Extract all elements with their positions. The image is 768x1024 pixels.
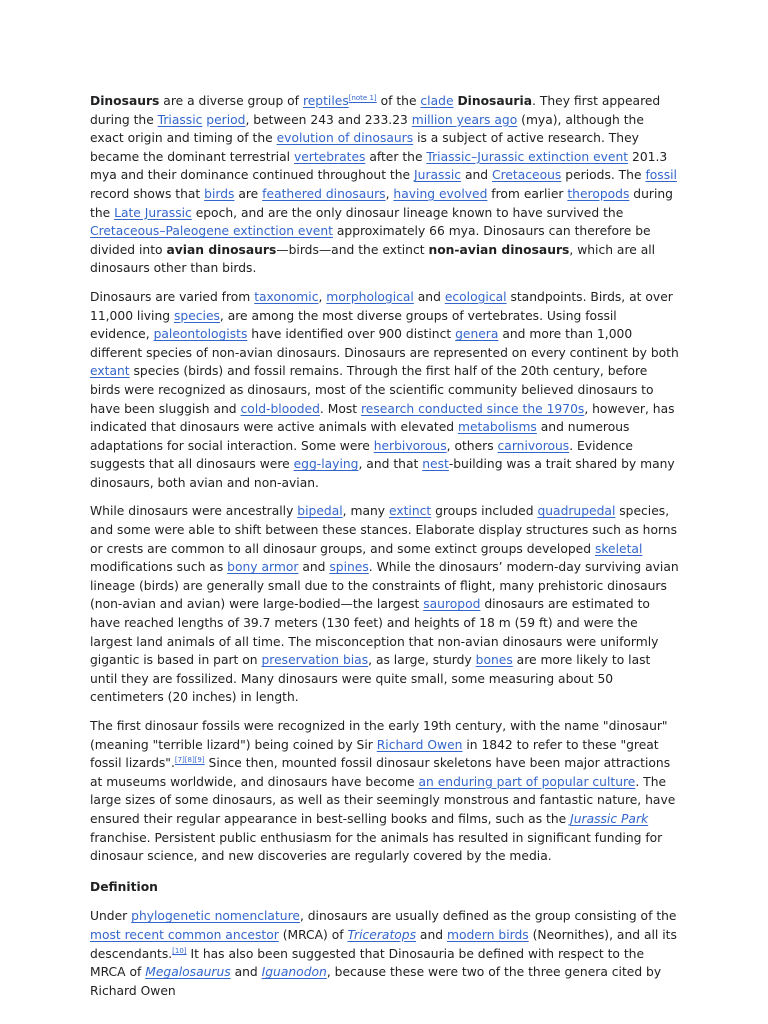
footnote-ref <box>175 756 205 764</box>
link-clade[interactable]: clade <box>420 94 454 108</box>
article-body <box>90 92 680 1010</box>
link-triceratops[interactable]: Triceratops <box>347 927 417 942</box>
note-1-link[interactable]: [note 1] <box>348 93 377 102</box>
footnote-ref <box>349 94 377 102</box>
history-paragraph: The first dinosaur fossils were recognized in the early 19th century, with the name "dinosaur" (meaning "terrible lizard") being coined by Sir Richard Owen in 1842 to refer to these "great fossil lizards".[7][8][9] Since then, mounted fossil dinosaur skeletons have been major attractions at museums worldwide, and dinosaurs have become an enduring part of popular culture. The large sizes of some dinosaurs, as well as their seemingly monstrous and fantastic nature, have ensured their regular appearance in best-selling books and films, such as the Jurassic Park franchise. Persistent public enthusiasm for the animals has resulted in significant funding for dinosaur science, and new discoveries are regularly covered by the media. <box>90 719 676 864</box>
link-cold-blooded[interactable]: cold-blooded <box>240 401 320 416</box>
link-quadrupedal[interactable]: quadrupedal <box>537 504 616 519</box>
footnote-ref <box>172 946 186 954</box>
link-species[interactable]: species <box>173 308 220 323</box>
link-richard-owen[interactable]: Richard Owen <box>376 737 463 752</box>
link-million-years-ago[interactable]: million years ago <box>411 112 518 127</box>
link-nest[interactable]: nest <box>422 457 449 472</box>
link-evolution-of-dinosaurs[interactable]: evolution of dinosaurs <box>276 131 414 146</box>
link-bony-armor[interactable]: bony armor <box>227 560 299 575</box>
link-fossil[interactable]: fossil <box>645 168 677 183</box>
link-period[interactable]: period <box>206 112 246 127</box>
link-preservation-bias[interactable]: preservation bias <box>261 653 369 668</box>
diversity-paragraph: Dinosaurs are varied from taxonomic, morphological and ecological standpoints. Birds, at over 11,000 living species, are among the most diverse groups of vertebrates. Using fossil evidence, paleontologists have identified over 900 distinct genera and more than 1,000 different species of non-avian dinosaurs. Dinosaurs are represented on every continent by both extant species (birds) and fossil remains. Through the first half of the 20th century, before birds were recognized as dinosaurs, most of the scientific community believed dinosaurs to have been sluggish and cold-blooded. Most research conducted since the 1970s, however, has indicated that dinosaurs were active animals with elevated metabolisms and numerous adaptations for social interaction. Some were herbivorous, others carnivorous. Evidence suggests that all dinosaurs were egg-laying, and that nest-building was a trait shared by many dinosaurs, both avian and non-avian. <box>90 289 679 490</box>
link-morphological[interactable]: morphological <box>326 289 414 304</box>
link-triassic[interactable]: Triassic <box>157 112 203 127</box>
definition-paragraph: Under phylogenetic nomenclature, dinosaurs are usually defined as the group consisting of the most recent common ancestor (MRCA) of Triceratops and modern birds (Neornithes), and all its descendants.[10] It has also been suggested that Dinosauria be defined with respect to the MRCA of Megalosaurus and Iguanodon, because these were two of the three genera cited by Richard Owen <box>90 909 677 998</box>
link-theropods[interactable]: theropods <box>567 186 630 201</box>
link-late-jurassic[interactable]: Late Jurassic <box>114 205 192 220</box>
link-iguanodon[interactable]: Iguanodon <box>261 965 327 980</box>
link-bones[interactable]: bones <box>475 653 513 668</box>
link-spines[interactable]: spines <box>329 560 369 575</box>
link-megalosaurus[interactable]: Megalosaurus <box>145 965 231 980</box>
link-most-recent-common-ancestor[interactable]: most recent common ancestor <box>90 927 279 942</box>
ref-10-link[interactable]: [10] <box>172 946 187 955</box>
link-birds[interactable]: birds <box>204 186 235 201</box>
link-reptiles[interactable]: reptiles <box>302 94 349 108</box>
link-egg-laying[interactable]: egg-laying <box>293 457 359 472</box>
link-cretaceous[interactable]: Cretaceous <box>492 168 562 183</box>
link-extant[interactable]: extant <box>90 364 130 379</box>
link-bipedal[interactable]: bipedal <box>297 504 343 519</box>
link-jurassic-park[interactable]: Jurassic Park <box>570 811 649 826</box>
anatomy-paragraph: While dinosaurs were ancestrally bipedal, many extinct groups included quadrupedal species, and some were able to shift between these stances. Elaborate display structures such as horns or crests are common to all dinosaur groups, and some extinct groups developed skeletal modifications such as bony armor and spines. While the dinosaurs’ modern-day surviving avian lineage (birds) are generally small due to the constraints of flight, many prehistoric dinosaurs (non-avian and avian) were large-bodied—the largest sauropod dinosaurs are estimated to have reached lengths of 39.7 meters (130 feet) and heights of 18 m (59 ft) and were the largest land animals of all time. The misconception that non-avian dinosaurs were uniformly gigantic is based in part on preservation bias, as large, sturdy bones are more likely to last until they are fossilized. Many dinosaurs were quite small, some measuring about 50 centimeters (20 inches) in length. <box>90 504 679 705</box>
link-paleontologists[interactable]: paleontologists <box>153 327 248 342</box>
link-kpg-extinction[interactable]: Cretaceous–Paleogene extinction event <box>90 224 333 239</box>
intro-paragraph: Dinosaurs are a diverse group of reptiles[note 1] of the clade Dinosauria. They first appeared during the Triassic period, between 243 and 233.23 million years ago (mya), although the exact origin and timing of the evolution of dinosaurs is a subject of active research. They became the dominant terrestrial vertebrates after the Triassic–Jurassic extinction event 201.3 mya and their dominance continued throughout the Jurassic and Cretaceous periods. The fossil record shows that birds are feathered dinosaurs, having evolved from earlier theropods during the Late Jurassic epoch, and are the only dinosaur lineage known to have survived the Cretaceous–Paleogene extinction event approximately 66 mya. Dinosaurs can therefore be divided into avian dinosaurs—birds—and the extinct non-avian dinosaurs, which are all dinosaurs other than birds. <box>90 93 677 276</box>
link-modern-birds[interactable]: modern birds <box>446 927 529 942</box>
link-vertebrates[interactable]: vertebrates <box>293 149 366 164</box>
link-triassic-jurassic-extinction[interactable]: Triassic–Jurassic extinction event <box>426 149 629 164</box>
link-carnivorous[interactable]: carnivorous <box>497 438 570 453</box>
link-popular-culture[interactable]: an enduring part of popular culture <box>418 774 636 789</box>
link-ecological[interactable]: ecological <box>444 289 507 304</box>
link-research-since-1970s[interactable]: research conducted since the 1970s <box>361 401 585 416</box>
link-sauropod[interactable]: sauropod <box>423 597 481 612</box>
link-phylogenetic-nomenclature[interactable]: phylogenetic nomenclature <box>131 909 300 924</box>
bold-term: non-avian dinosaurs <box>428 242 570 257</box>
link-metabolisms[interactable]: metabolisms <box>457 420 537 435</box>
link-genera[interactable]: genera <box>455 327 499 342</box>
link-feathered-dinosaurs[interactable]: feathered dinosaurs <box>262 186 386 201</box>
bold-term: Dinosaurs <box>90 94 160 108</box>
link-herbivorous[interactable]: herbivorous <box>373 438 447 453</box>
ref-7-link[interactable]: [7] <box>174 756 185 765</box>
ref-8-link[interactable]: [8] <box>184 756 195 765</box>
link-jurassic[interactable]: Jurassic <box>414 168 462 183</box>
bold-term: Dinosauria <box>457 94 533 108</box>
link-extinct[interactable]: extinct <box>388 504 432 519</box>
link-taxonomic[interactable]: taxonomic <box>254 289 319 304</box>
ref-9-link[interactable]: [9] <box>194 756 205 765</box>
section-heading-definition: Definition <box>90 879 158 894</box>
link-having-evolved[interactable]: having evolved <box>393 186 488 201</box>
link-skeletal[interactable]: skeletal <box>594 541 643 556</box>
bold-term: avian dinosaurs <box>166 242 277 257</box>
